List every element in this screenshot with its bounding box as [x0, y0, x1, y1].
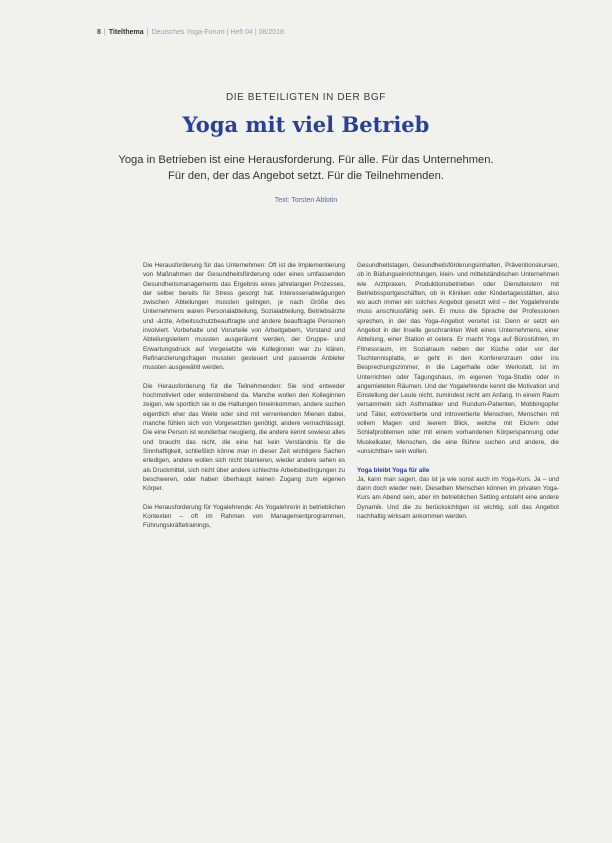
issue-meta: Deutsches Yoga-Forum | Heft 04 | 08/2018: [151, 29, 284, 36]
section-label: Titelthema: [108, 29, 144, 36]
byline: Text: Torsten Ablotin: [274, 197, 338, 204]
section-subhead: Yoga bleibt Yoga für alle: [357, 466, 430, 474]
article-lead: [70, 152, 542, 184]
body-paragraph: Die Herausforderung für die Teilnehmenden: Sie sind entweder hochmotiviert oder widerstrebend da. Manche wollen den Kolleginnen zeigen, wie sportlich sie in die Haltungen hineinkommen, andere suchen eigentlich eher das Weite oder sind mit verrenkenden Mienen dabei, manche fühlen sich von Vorgesetzten genötigt, andere vernachlässigt. Die eine Person ist wunderbar neugierig, die andere kennt sowieso alles und braucht das nicht, die eine hat kein Verständnis für die Sinnhaftigkeit, schließlich könne man in dieser Zeit wichtigere Sachen erledigen, andere wollen sich nicht blamieren, wieder andere sehen es als Druckmittel, sich nicht über andere schlechte Arbeitsbedingungen zu beschweren, oder haben überhaupt keinen Zugang zum eigenen Körper.: [143, 382, 345, 493]
lead-line-1: Yoga in Betrieben ist eine Herausforderung. Für alle. Für das Unternehmen.: [118, 154, 494, 166]
page-number: 8: [97, 29, 101, 36]
article-title: Yoga mit viel Betrieb: [182, 112, 430, 137]
body-paragraph: Die Herausforderung für Yogalehrende: Als Yogalehrerin in betrieblichen Kontexten – oft im Rahmen von Managementprogrammen, Führungskräftetrainings,: [143, 503, 345, 530]
body-paragraph: Gesundheitstagen, Gesundheitsförderungsinhalten, Präventionskursen, ob in Büdungseinrichtungen, klein- und mittelständischen Unternehmen wie Arztpraxen, Produktionsbetrieben oder Dienstleistern mit Betriebssportgeschäften, ob in Kliniken oder Kindertagesstätten, also wo auch immer ein solches Angebot gesetzt wird – der Yogalehrende muss anschlussfähig sein. Er muss die Sprache der Professionen sprechen, in der das Yoga-Angebot verortet ist. Denn er setzt ein Angebot in der Inselle geschrankten Welt eines Unternehmens, einer Abteilung, einer Station et cetera. Er macht Yoga auf Bürostühlen, im Fitnessraum, im Sozialraum neben der Küche oder vor der Tischtennisplatte, er geht in den Konferenzraum oder ins Besprechungszimmer, in die Lagerhalle oder Werkstatt, ist im Unterrichten oder Tagungshaus, im eigenen Yoga-Studio oder in angemieteten Räumen. Und der Yogalehrende kennt die Motivation und Einstellung der Leute nicht, zumindest nicht am Anfang. In einem Raum versammeln sich Asthmatiker und Rundum-Patienten, Mobbingopfer und Täter, extrovertierte und introvertierte Menschen, Menschen mit vollem Magen und leerem Blick, welche mit Ekzem oder Schlafproblemen oder mit einem vorhandenen Körperspannung oder Muskelkater, Menschen, die eine Bühne suchen und andere, die »unsichtbar« sein wollen.: [357, 262, 559, 455]
body-column-right: [357, 261, 559, 521]
lead-line-2: Für den, der das Angebot setzt. Für die Teilnehmenden.: [168, 170, 444, 182]
body-paragraph: Ja, kann man sagen, das ist ja wie sonst auch im Yoga-Kurs. Ja – und dann doch wieder nein. Dieselben Menschen können im privaten Yoga-Kurs am Abend sein, aber im betrieblichen Setting entsteht eine andere Dynamik. Und die zu berücksichtigen ist wichtig, soll das Angebot nachhaltig wirksam ankommen werden.: [357, 475, 559, 521]
body-paragraph: Die Herausforderung für das Unternehmen: Oft ist die Implementierung von Maßnahmen der Gesundheitsförderung oder eines umfassenden Gesundheitsmanagements das Ergebnis eines jahrelangen Prozesses, der selber bereits für Stress gesorgt hat. Interessenabwägungen zwischen Abteilungen mussten gelingen, je nach Größe des Unternehmens waren Personalabteilung, Sozialabteilung, Betriebsärzte und -ärzte, Arbeitsschutzbeauftragte und andere beauftragte Personen involviert. Vorbehalte und Vorurteile von Arbeitgebern, Vorstand und Abteilungsleitern mussten ausgeräumt werden, der Gruppe- und Erwartungsdruck auf Vorgesetzte wie Kolleginnen war zu klären, Refinanzierungsfragen mussten gesteuert und passende Anbieter mussten ausgewählt werden.: [143, 262, 345, 372]
article-kicker: DIE BETEILIGTEN IN DER BGF: [225, 92, 387, 103]
body-column-left: [143, 261, 345, 531]
page-header: 8 | Titelthema | Deutsches Yoga-Forum | Heft 04 | 08/2018: [97, 29, 284, 36]
